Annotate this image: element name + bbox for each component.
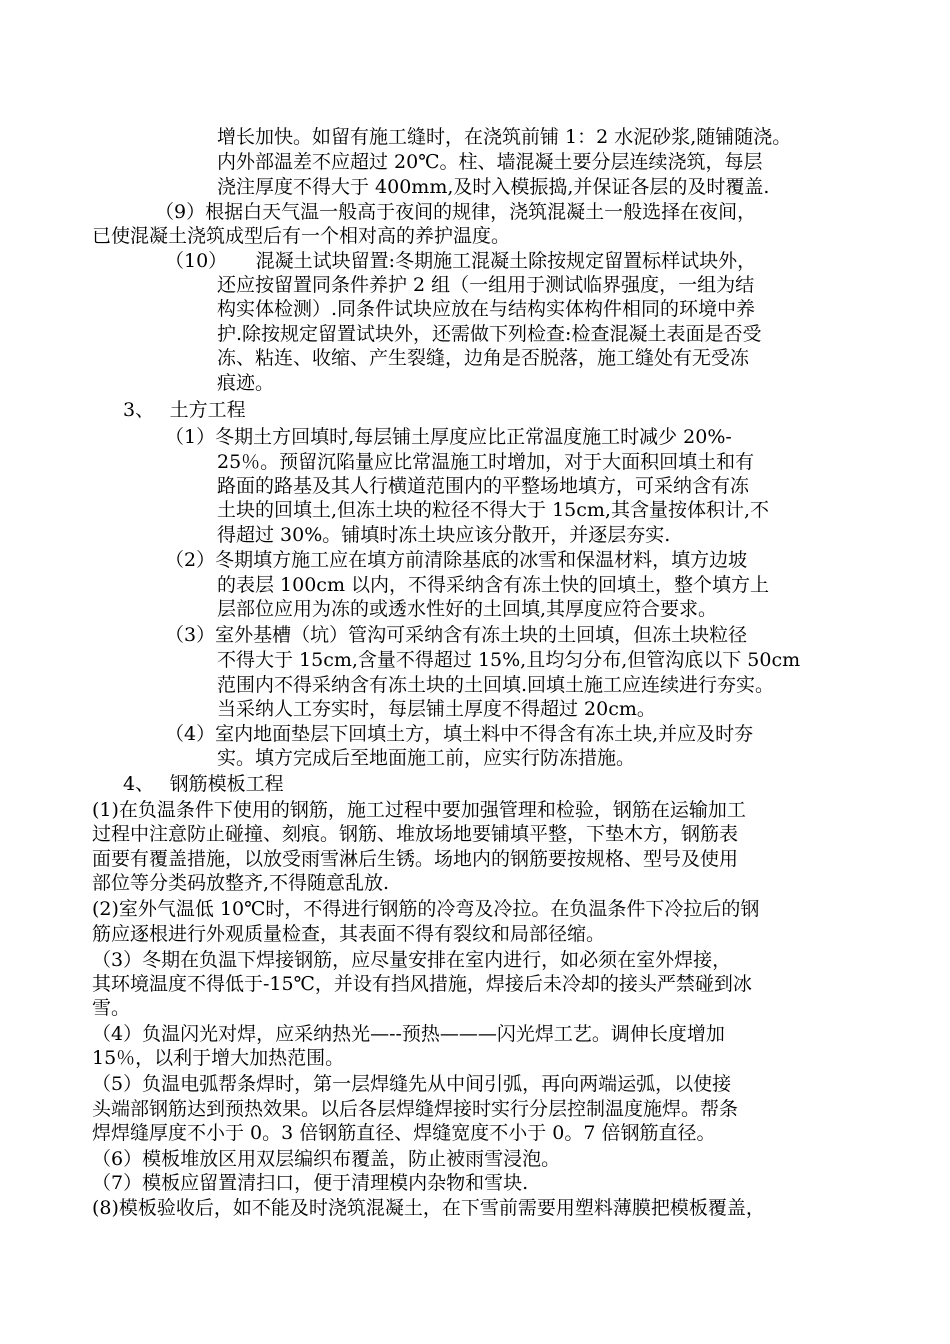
- text-line: 雪。: [92, 997, 131, 1019]
- text-line: （3）冬期在负温下焊接钢筋，应尽量安排在室内进行，如必须在室外焊接，: [92, 949, 732, 971]
- text-line: 不得大于 15cm,含量不得超过 15%,且均匀分布,但管沟底以下 50cm: [217, 649, 801, 671]
- text-line: （10） 混凝土试块留置:冬期施工混凝土除按规定留置标样试块外，: [165, 250, 757, 272]
- text-line: 浇注厚度不得大于 400mm,及时入模振捣,并保证各层的及时覆盖.: [217, 176, 770, 198]
- text-line: 筋应逐根进行外观质量检查，其表面不得有裂纹和局部径缩。: [92, 923, 606, 945]
- section-heading: 4、 钢筋模板工程: [123, 773, 284, 795]
- text-line: (8)模板验收后，如不能及时浇筑混凝土，在下雪前需要用塑料薄膜把模板覆盖，: [92, 1197, 765, 1219]
- text-line: 范围内不得采纳含有冻土块的土回填.回填土施工应连续进行夯实。: [217, 674, 775, 696]
- text-line: (1)在负温条件下使用的钢筋，施工过程中要加强管理和检验，钢筋在运输加工: [92, 799, 746, 821]
- text-line: （4）负温闪光对焊，应采纳热光—--预热———闪光焊工艺。调伸长度增加: [92, 1023, 725, 1045]
- text-line: 的表层 100cm 以内，不得采纳含有冻土快的回填土，整个填方上: [217, 574, 770, 596]
- text-line: （7）模板应留置清扫口，便于清理模内杂物和雪块.: [92, 1172, 529, 1194]
- text-line: （3）室外基槽（坑）管沟可采纳含有冻土块的土回填，但冻土块粒径: [165, 624, 748, 646]
- text-line: 部位等分类码放整齐,不得随意乱放.: [92, 872, 390, 894]
- text-line: 其环境温度不得低于-15℃，并设有挡风措施，焊接后未冷却的接头严禁碰到冰: [92, 973, 752, 995]
- text-line: 已使混凝土浇筑成型后有一个相对高的养护温度。: [92, 225, 511, 247]
- text-line: （2）冬期填方施工应在填方前清除基底的冰雪和保温材料，填方边坡: [165, 549, 748, 571]
- text-line: 头端部钢筋达到预热效果。以后各层焊缝焊接时实行分层控制温度施焊。帮条: [92, 1098, 739, 1120]
- text-line: 痕迹。: [217, 372, 275, 394]
- text-line: 增长加快。如留有施工缝时，在浇筑前铺 1：2 水泥砂浆,随铺随浇。: [217, 126, 792, 148]
- text-line: 实。填方完成后至地面施工前，应实行防冻措施。: [217, 747, 636, 769]
- text-line: 25％。预留沉陷量应比常温施工时增加，对于大面积回填土和有: [217, 451, 755, 473]
- text-line: （5）负温电弧帮条焊时，第一层焊缝先从中间引弧，再向两端运弧，以使接: [92, 1073, 732, 1095]
- text-line: 还应按留置同条件养护 2 组（一组用于测试临界强度，一组为结: [217, 274, 755, 296]
- text-line: （9）根据白天气温一般高于夜间的规律，浇筑混凝土一般选择在夜间，: [155, 201, 757, 223]
- text-line: 土块的回填土,但冻土块的粒径不得大于 15cm,其含量按体积计,不: [217, 499, 769, 521]
- text-line: 面要有覆盖措施，以放受雨雪淋后生锈。场地内的钢筋要按规格、型号及使用: [92, 848, 739, 870]
- text-line: 得超过 30%。铺填时冻土块应该分散开，并逐层夯实.: [217, 524, 671, 546]
- section-heading: 3、 土方工程: [123, 399, 246, 421]
- text-line: 过程中注意防止碰撞、刻痕。钢筋、堆放场地要铺填平整，下垫木方，钢筋表: [92, 823, 739, 845]
- text-line: 内外部温差不应超过 20℃。柱、墙混凝土要分层连续浇筑，每层: [217, 151, 763, 173]
- text-line: （1）冬期土方回填时,每层铺土厚度应比正常温度施工时减少 20%-: [165, 426, 732, 448]
- text-line: 构实体检测）.同条件试块应放在与结构实体构件相同的环境中养: [217, 298, 756, 320]
- text-line: 冻、粘连、收缩、产生裂缝，边角是否脱落，施工缝处有无受冻: [217, 347, 750, 369]
- text-line: 15％，以利于增大加热范围。: [92, 1047, 345, 1069]
- text-line: （4）室内地面垫层下回填土方，填土料中不得含有冻土块,并应及时夯: [165, 723, 754, 745]
- text-line: 层部位应用为冻的或透水性好的土回填,其厚度应符合要求。: [217, 598, 718, 620]
- text-line: (2)室外气温低 10℃时，不得进行钢筋的冷弯及冷拉。在负温条件下冷拉后的钢: [92, 898, 760, 920]
- text-line: （6）模板堆放区用双层编织布覆盖，防止被雨雪浸泡。: [92, 1148, 561, 1170]
- text-line: 护.除按规定留置试块外，还需做下列检查:检查混凝土表面是否受: [217, 323, 762, 345]
- text-line: 当采纳人工夯实时，每层铺土厚度不得超过 20cm。: [217, 698, 656, 720]
- text-line: 焊焊缝厚度不小于 0。3 倍钢筋直径、焊缝宽度不小于 0。7 倍钢筋直径。: [92, 1122, 716, 1144]
- text-line: 路面的路基及其人行横道范围内的平整场地填方，可采纳含有冻: [217, 475, 750, 497]
